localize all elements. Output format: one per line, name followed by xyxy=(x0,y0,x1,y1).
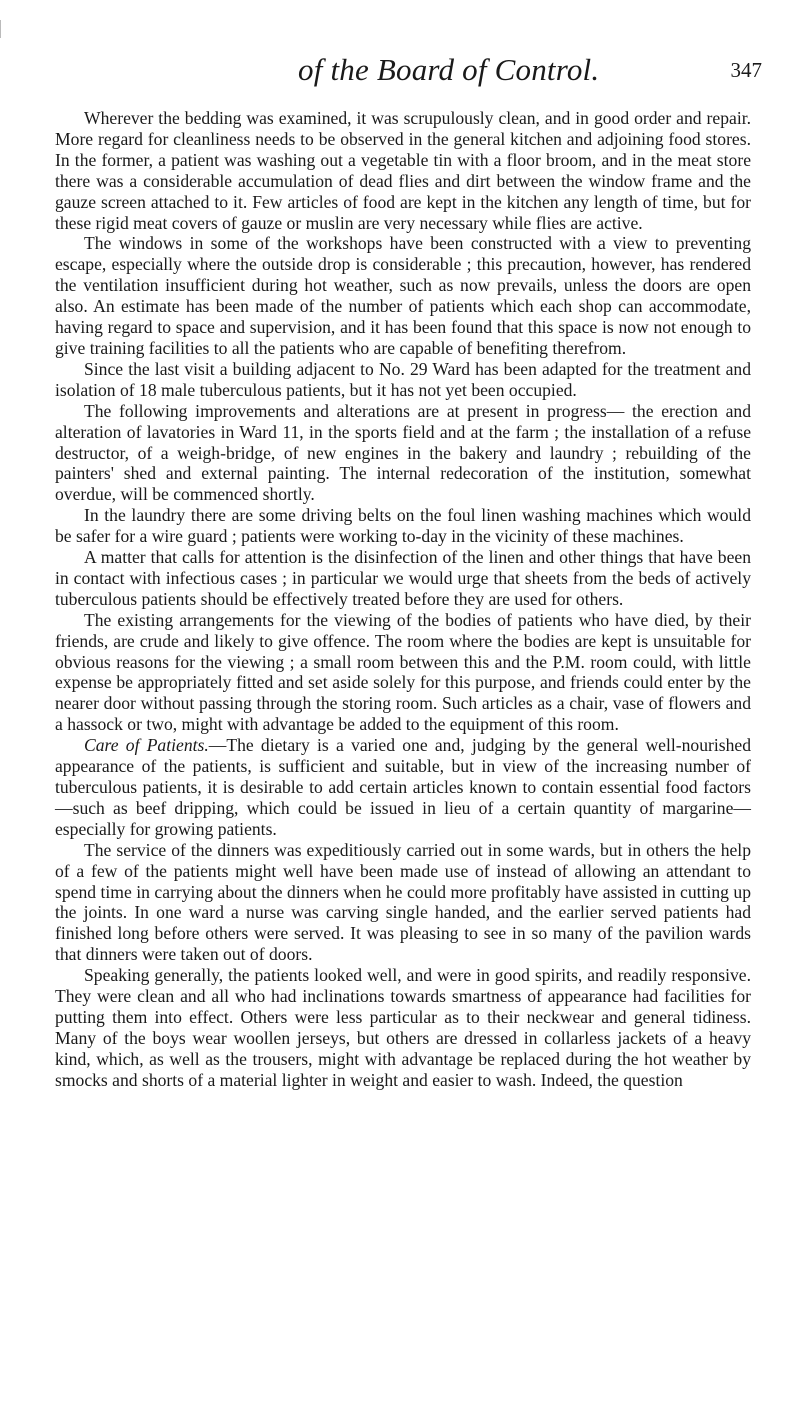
page-edge-mark xyxy=(0,20,7,38)
paragraph-viewing: The existing arrangements for the viewing of the bodies of patients who have died, by their friends, are crude and likely to give offence. The room where the bodies are kept is unsuitable for obvious reasons for the viewing ; a small room between this and the P.M. room could, with little expense be appropriately fitted and set aside solely for this purpose, and friends could enter by the nearer door without passing through the storing room. Such articles as a chair, vase of flowers and a hassock or two, might with advantage be added to the equipment of this room. xyxy=(55,609,751,735)
page-header xyxy=(90,52,770,92)
paragraph-bedding: Wherever the bedding was examined, it was scrupulously clean, and in good order and repair. More regard for cleanliness needs to be observed in the general kitchen and adjoining food stores. In the former, a patient was washing out a vegetable tin with a floor broom, and in the meat store there was a considerable accumulation of dead flies and dirt between the window frame and the gauze screen attached to it. Few articles of food are kept in the kitchen any length of time, but for these rigid meat covers of gauze or muslin are very necessary while flies are active. xyxy=(55,108,751,233)
paragraph-disinfection: A matter that calls for attention is the disinfection of the linen and other things that have been in contact with infectious cases ; in particular we would urge that sheets from the beds of actively tuberculous patients should be effectively treated before they are used for others. xyxy=(55,547,751,609)
paragraph-ward-29: Since the last visit a building adjacent to No. 29 Ward has been adapted for the treatment and isolation of 18 male tuberculous patients, but it has not yet been occupied. xyxy=(55,358,751,400)
page-number: 347 xyxy=(730,58,762,82)
paragraph-appearance: Speaking generally, the patients looked well, and were in good spirits, and readily responsive. They were clean and all who had inclinations towards smartness of appearance had facilities for putting them into effect. Others were less particular as to their neckwear and general tidiness. Many of the boys wear woollen jerseys, but others are dressed in collarless jackets of a heavy kind, which, as well as the trousers, might with advantage be replaced during the hot weather by smocks and shorts of a material lighter in weight and easier to wash. Indeed, the question xyxy=(55,965,751,1090)
paragraph-dinners: The service of the dinners was expeditiously carried out in some wards, but in others the help of a few of the patients might well have been made use of instead of allowing an attendant to spend time in carrying about the dinners when he could more profitably have assisted in cutting up the joints. In one ward a nurse was carving single handed, and the earlier served patients had finished long before others were served. It was pleasing to see in so many of the pavilion wards that dinners were taken out of doors. xyxy=(55,839,751,965)
paragraph-workshops: The windows in some of the workshops have been constructed with a view to preventing escape, especially where the outside drop is considerable ; this precaution, however, has rendered the ventilation insufficient during hot weather, such as now prevails, unless the doors are open also. An estimate has been made of the number of patients which each shop can accommodate, having regard to space and supervision, and it has been found that this space is now not enough to give training facilities to all the patients who are capable of benefiting therefrom. xyxy=(55,233,751,358)
paragraph-improvements: The following improvements and alterations are at present in progress— the erection and alteration of lavatories in Ward 11, in the sports field and at the farm ; the installation of a refuse destructor, of a weigh-bridge, of new engines in the bakery and laundry ; rebuilding of the painters' shed and external painting. The internal redecoration of the institution, somewhat overdue, will be commenced shortly. xyxy=(55,400,751,505)
care-of-patients-heading: Care of Patients. xyxy=(84,735,209,756)
paragraph-care-of-patients: Care of Patients.—The dietary is a varied one and, judging by the general well-nourished appearance of the patients, is sufficient and suitable, but in view of the increasing number of tuberculous patients, it is desirable to add certain articles known to contain essential food factors—such as beef dripping, which could be issued in lieu of a certain quantity of margarine—especially for growing patients. xyxy=(55,735,751,839)
care-of-patients-text: The dietary is a varied one and, judging by the general well-nourished appearance of the patients, is sufficient and suitable, but in view of the increasing number of tuberculous patients, it is desirable to add certain articles known to contain essential food factors—such as beef dripping, which could be issued in lieu of a certain quantity of margarine—especially for growing patients. xyxy=(55,735,751,839)
paragraph-laundry: In the laundry there are some driving belts on the foul linen washing machines which would be safer for a wire guard ; patients were working to-day in the vicinity of these machines. xyxy=(55,505,751,547)
running-title: of the Board of Control. xyxy=(298,52,600,87)
body-text xyxy=(55,108,751,1091)
